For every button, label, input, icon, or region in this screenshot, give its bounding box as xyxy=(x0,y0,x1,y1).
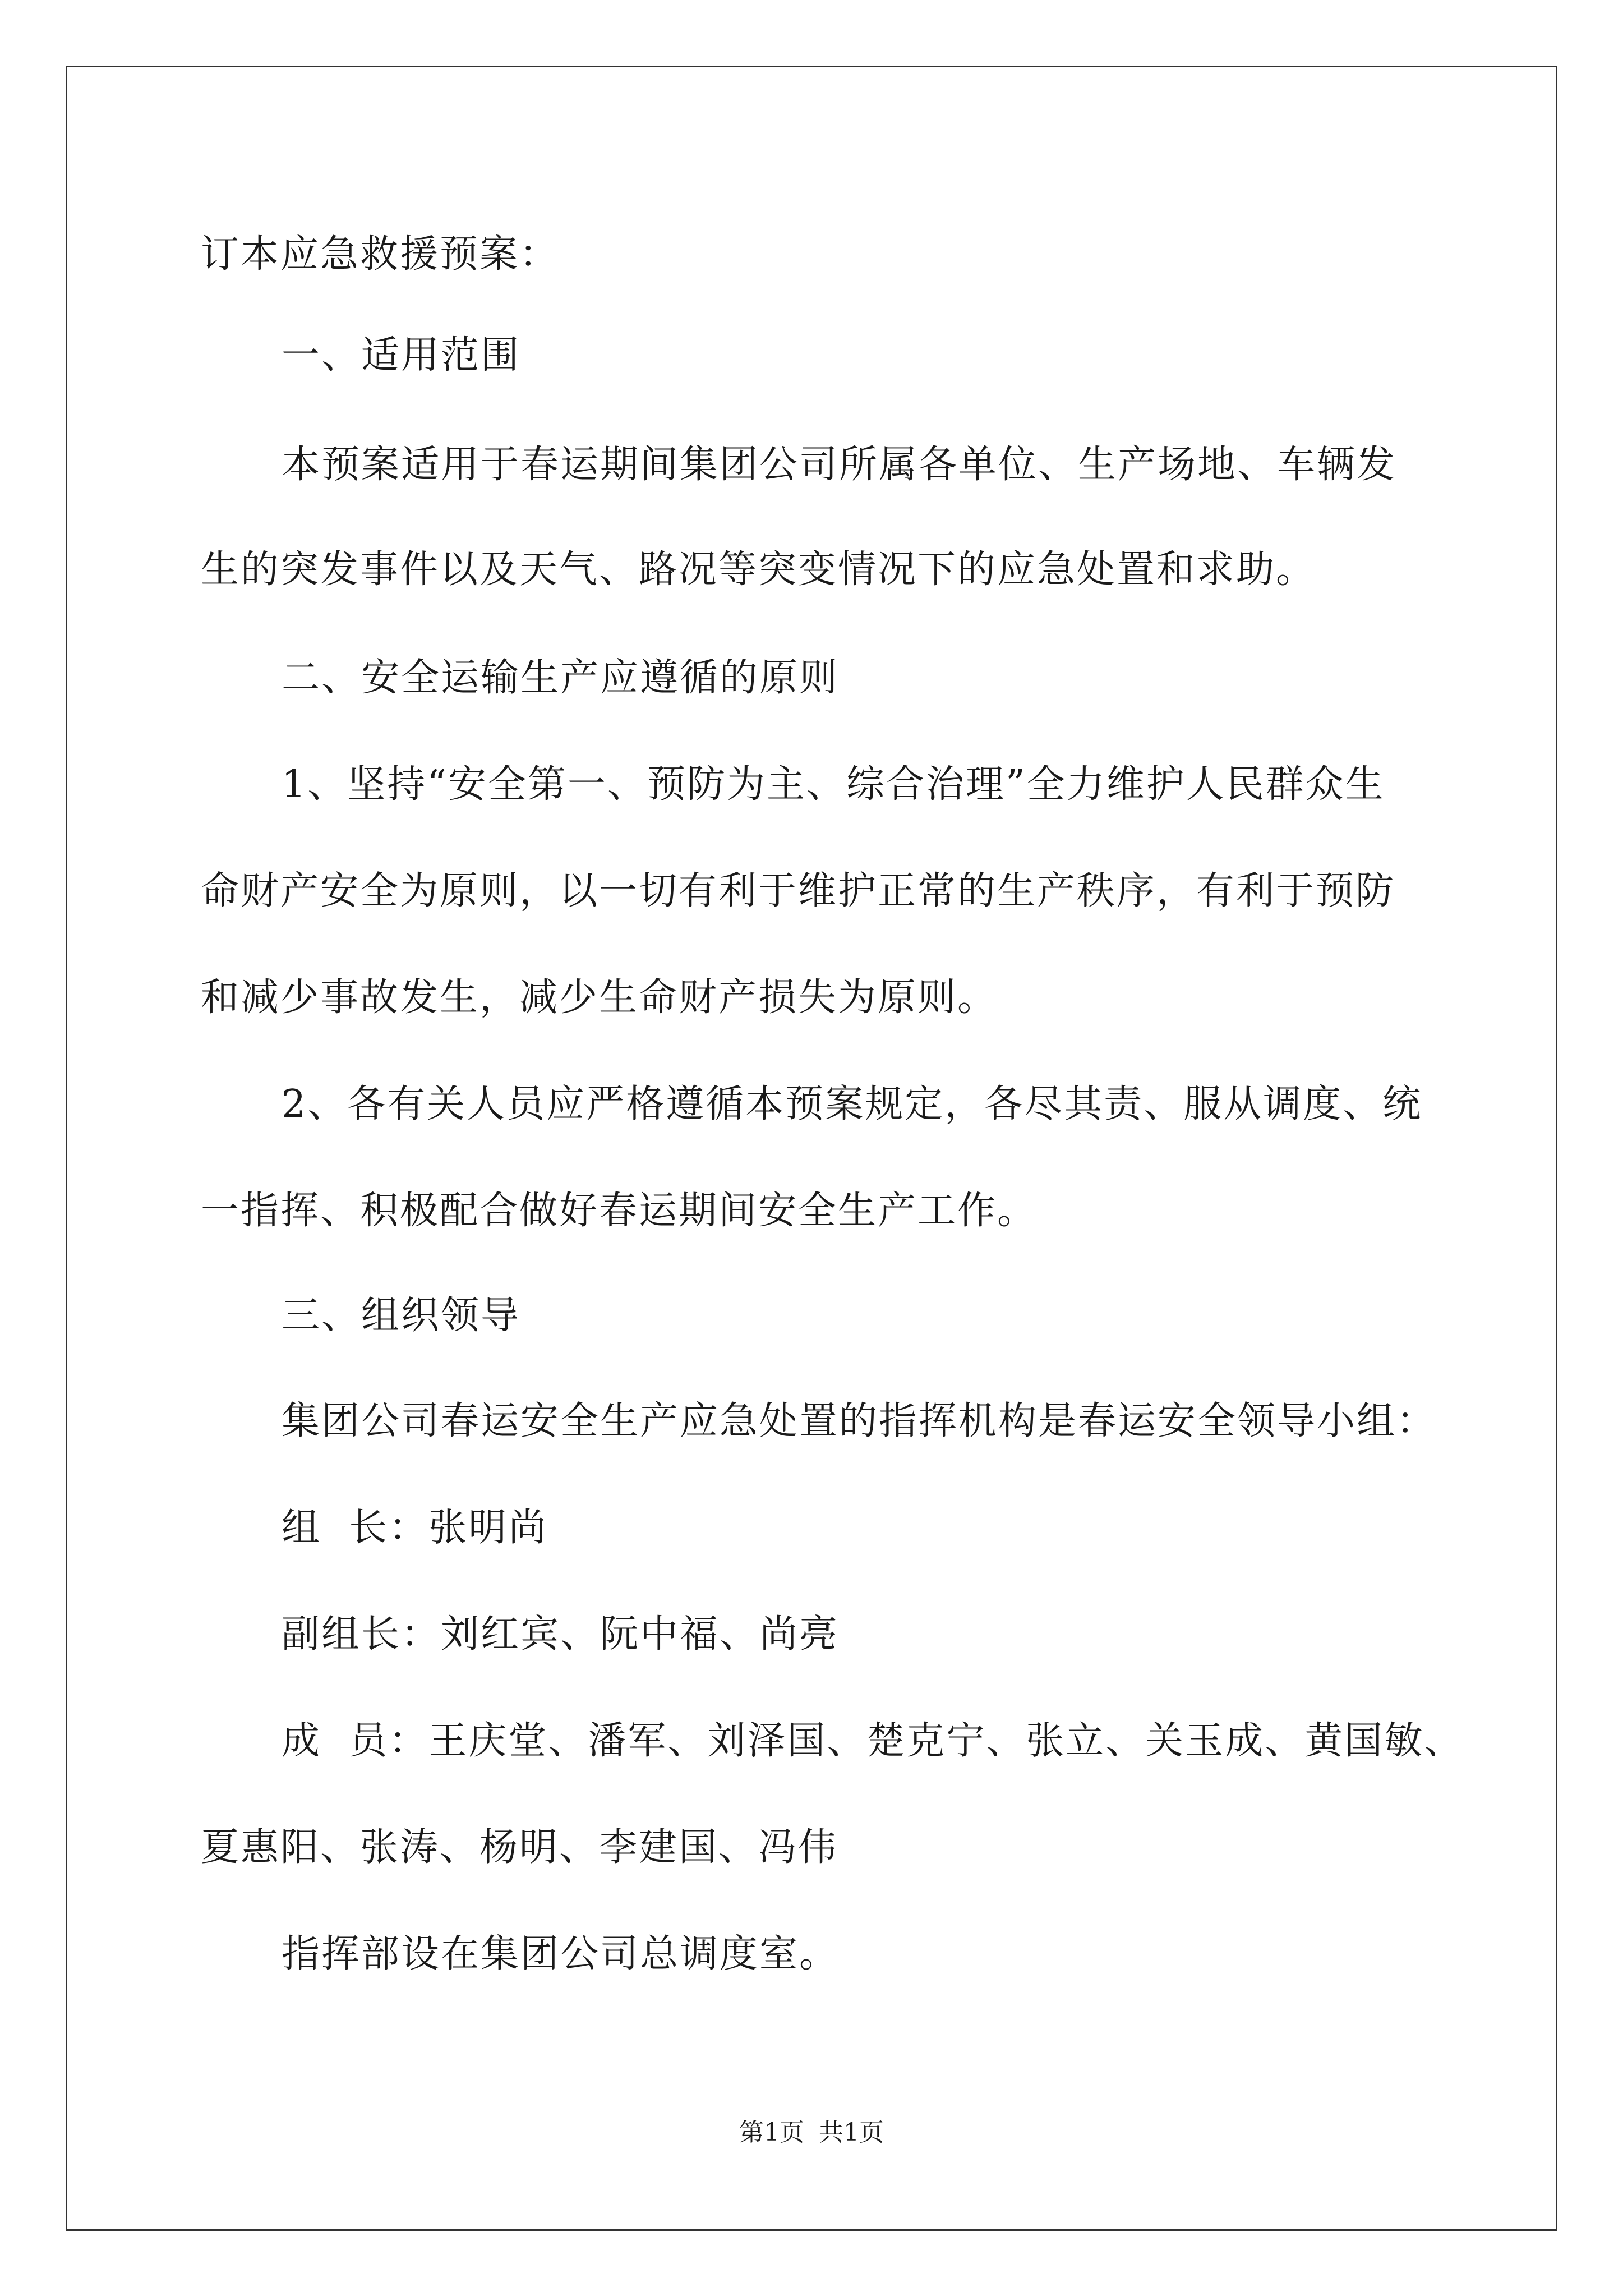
paragraph-line: 2、各有关人员应严格遵循本预案规定，各尽其责、服从调度、统 xyxy=(282,1082,1423,1126)
section-heading: 二、安全运输生产应遵循的原则 xyxy=(282,656,840,700)
deputy-leader-line: 副组长：刘红宾、阮中福、尚亮 xyxy=(282,1612,840,1657)
section-heading: 三、组织领导 xyxy=(282,1294,521,1338)
section-heading: 一、适用范围 xyxy=(282,333,521,378)
paragraph-line: 一指挥、积极配合做好春运期间安全生产工作。 xyxy=(201,1189,1038,1233)
paragraph-line: 和减少事故发生，减少生命财产损失为原则。 xyxy=(201,976,998,1020)
members-line-continued: 夏惠阳、张涛、杨明、李建国、冯伟 xyxy=(201,1825,838,1870)
paragraph-line: 集团公司春运安全生产应急处置的指挥机构是春运安全领导小组： xyxy=(282,1399,1437,1443)
paragraph-line: 生的突发事件以及天气、路况等突变情况下的应急处置和求助。 xyxy=(201,547,1316,592)
page-number-total: 共1页 xyxy=(819,2118,884,2147)
paragraph-line: 订本应急救援预案： xyxy=(201,232,560,277)
page-footer xyxy=(0,2120,1623,2145)
paragraph-line: 指挥部设在集团公司总调度室。 xyxy=(282,1932,840,1976)
members-line: 成 员：王庆堂、潘军、刘泽国、楚克宁、张立、关玉成、黄国敏、 xyxy=(282,1719,1464,1763)
paragraph-line: 本预案适用于春运期间集团公司所属各单位、生产场地、车辆发 xyxy=(282,443,1397,487)
paragraph-line: 命财产安全为原则，以一切有利于维护正常的生产秩序，有利于预防 xyxy=(201,869,1396,913)
page-number-current: 第1页 xyxy=(739,2118,804,2147)
leader-line: 组 长：张明尚 xyxy=(282,1506,548,1550)
paragraph-line: 1、坚持“安全第一、预防为主、综合治理”全力维护人民群众生 xyxy=(282,762,1385,807)
page-border xyxy=(66,66,1557,2231)
